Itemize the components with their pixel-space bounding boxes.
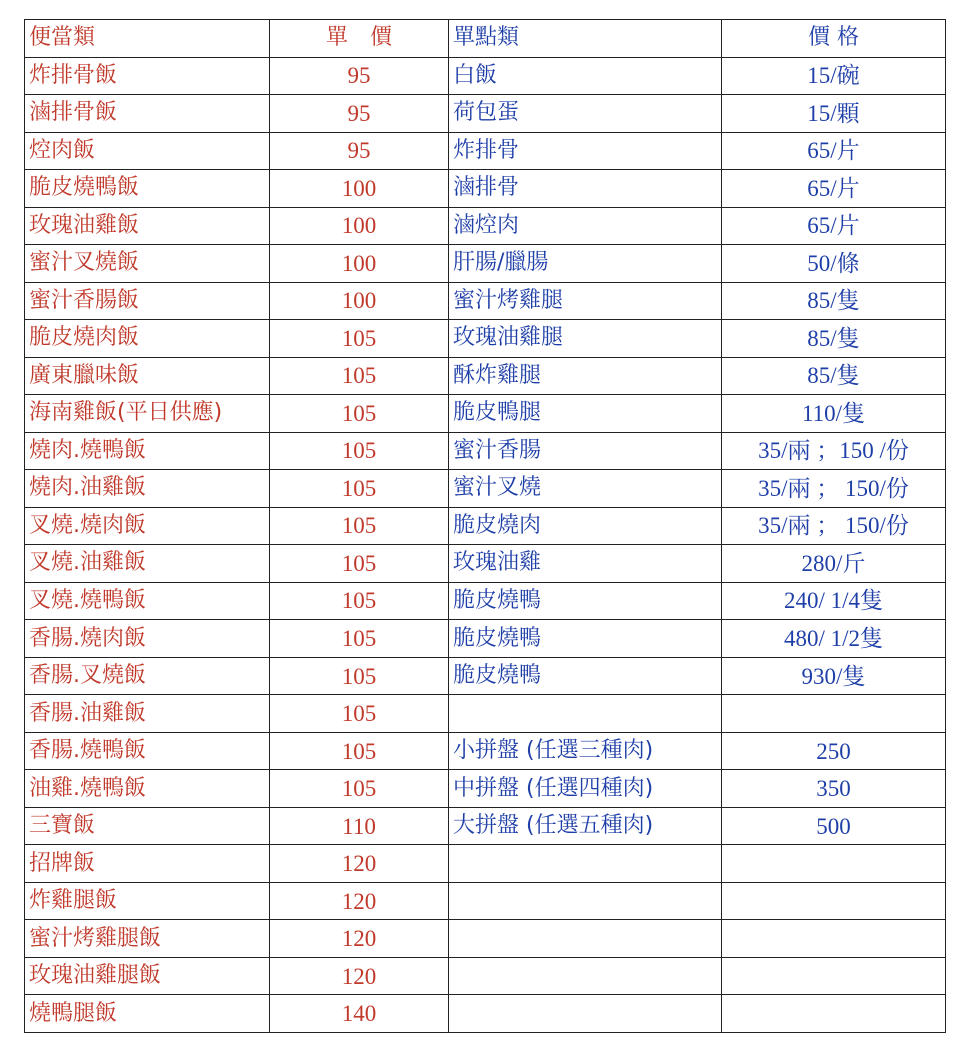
single-item-price: 15/顆	[722, 95, 946, 133]
single-category-header: 單點類	[449, 20, 722, 58]
single-item-name: 滷排骨	[449, 170, 722, 208]
bento-item-name: 炸雞腿飯	[25, 882, 270, 920]
table-row	[25, 170, 946, 208]
bento-item-name: 蜜汁叉燒飯	[25, 245, 270, 283]
bento-item-name: 海南雞飯(平日供應)	[25, 395, 270, 433]
single-item-name: 滷焢肉	[449, 207, 722, 245]
header-row	[25, 20, 946, 58]
bento-item-price: 95	[270, 57, 449, 95]
single-item-name: 蜜汁叉燒	[449, 470, 722, 508]
table-row	[25, 432, 946, 470]
single-item-price: 35/兩 ； 150/份	[722, 507, 946, 545]
bento-item-name: 招牌飯	[25, 845, 270, 883]
single-item-price	[722, 882, 946, 920]
bento-item-name: 香腸.燒鴨飯	[25, 732, 270, 770]
table-row	[25, 132, 946, 170]
bento-category-header: 便當類	[25, 20, 270, 58]
single-item-name: 肝腸/臘腸	[449, 245, 722, 283]
table-row	[25, 282, 946, 320]
bento-item-price: 120	[270, 957, 449, 995]
table-row	[25, 995, 946, 1033]
single-item-name: 小拼盤 (任選三種肉)	[449, 732, 722, 770]
table-row	[25, 320, 946, 358]
menu-price-table	[24, 19, 946, 1033]
single-item-name: 蜜汁烤雞腿	[449, 282, 722, 320]
single-item-price: 65/片	[722, 170, 946, 208]
bento-item-price: 105	[270, 695, 449, 733]
bento-item-name: 玫瑰油雞腿飯	[25, 957, 270, 995]
bento-item-price: 120	[270, 882, 449, 920]
single-item-name: 中拼盤 (任選四種肉)	[449, 770, 722, 808]
table-row	[25, 657, 946, 695]
single-item-price: 50/條	[722, 245, 946, 283]
bento-item-price: 140	[270, 995, 449, 1033]
table-row	[25, 582, 946, 620]
single-item-price: 65/片	[722, 132, 946, 170]
table-row	[25, 395, 946, 433]
single-item-name: 荷包蛋	[449, 95, 722, 133]
table-row	[25, 470, 946, 508]
bento-item-name: 炸排骨飯	[25, 57, 270, 95]
single-item-price: 350	[722, 770, 946, 808]
bento-item-name: 脆皮燒肉飯	[25, 320, 270, 358]
bento-item-name: 焢肉飯	[25, 132, 270, 170]
table-row	[25, 620, 946, 658]
table-row	[25, 545, 946, 583]
single-item-price	[722, 845, 946, 883]
bento-item-name: 三寶飯	[25, 807, 270, 845]
table-row	[25, 732, 946, 770]
single-item-price: 280/斤	[722, 545, 946, 583]
table-row	[25, 95, 946, 133]
bento-item-price: 105	[270, 395, 449, 433]
bento-item-name: 油雞.燒鴨飯	[25, 770, 270, 808]
bento-item-price: 105	[270, 470, 449, 508]
bento-item-price: 100	[270, 207, 449, 245]
single-item-name: 脆皮燒鴨	[449, 657, 722, 695]
single-item-price: 15/碗	[722, 57, 946, 95]
single-item-price: 930/隻	[722, 657, 946, 695]
table-row	[25, 920, 946, 958]
bento-item-price: 105	[270, 320, 449, 358]
single-item-name: 玫瑰油雞	[449, 545, 722, 583]
bento-item-name: 叉燒.燒肉飯	[25, 507, 270, 545]
bento-item-price: 105	[270, 770, 449, 808]
single-item-name	[449, 695, 722, 733]
bento-item-name: 廣東臘味飯	[25, 357, 270, 395]
table-row	[25, 507, 946, 545]
single-item-name: 白飯	[449, 57, 722, 95]
table-row	[25, 357, 946, 395]
single-item-price: 65/片	[722, 207, 946, 245]
single-item-price	[722, 957, 946, 995]
single-item-price	[722, 920, 946, 958]
single-item-price: 500	[722, 807, 946, 845]
bento-item-name: 香腸.油雞飯	[25, 695, 270, 733]
single-item-name: 蜜汁香腸	[449, 432, 722, 470]
bento-item-price: 105	[270, 657, 449, 695]
single-item-name	[449, 920, 722, 958]
menu-table-body	[25, 20, 946, 1033]
single-item-name: 玫瑰油雞腿	[449, 320, 722, 358]
bento-item-name: 蜜汁烤雞腿飯	[25, 920, 270, 958]
bento-item-name: 燒鴨腿飯	[25, 995, 270, 1033]
single-item-price: 250	[722, 732, 946, 770]
bento-item-name: 脆皮燒鴨飯	[25, 170, 270, 208]
single-item-name: 脆皮鴨腿	[449, 395, 722, 433]
bento-item-name: 叉燒.燒鴨飯	[25, 582, 270, 620]
bento-item-name: 燒肉.油雞飯	[25, 470, 270, 508]
bento-item-price: 105	[270, 432, 449, 470]
bento-item-price: 100	[270, 245, 449, 283]
single-item-price	[722, 995, 946, 1033]
bento-item-price: 105	[270, 357, 449, 395]
single-item-name	[449, 995, 722, 1033]
single-item-name: 酥炸雞腿	[449, 357, 722, 395]
single-item-price: 35/兩 ； 150/份	[722, 470, 946, 508]
single-item-name: 大拼盤 (任選五種肉)	[449, 807, 722, 845]
single-item-price: 240/ 1/4隻	[722, 582, 946, 620]
single-item-name: 炸排骨	[449, 132, 722, 170]
single-item-price: 480/ 1/2隻	[722, 620, 946, 658]
bento-item-price: 105	[270, 507, 449, 545]
single-item-price: 35/兩 ；150 /份	[722, 432, 946, 470]
bento-item-price: 95	[270, 95, 449, 133]
single-item-name: 脆皮燒鴨	[449, 620, 722, 658]
bento-price-header: 單 價	[270, 20, 449, 58]
bento-item-price: 100	[270, 170, 449, 208]
bento-item-price: 110	[270, 807, 449, 845]
bento-item-price: 100	[270, 282, 449, 320]
single-price-header: 價 格	[722, 20, 946, 58]
table-row	[25, 807, 946, 845]
bento-item-name: 燒肉.燒鴨飯	[25, 432, 270, 470]
single-item-name	[449, 845, 722, 883]
table-row	[25, 57, 946, 95]
single-item-price: 85/隻	[722, 320, 946, 358]
bento-item-name: 香腸.燒肉飯	[25, 620, 270, 658]
table-row	[25, 245, 946, 283]
table-row	[25, 882, 946, 920]
bento-item-price: 105	[270, 545, 449, 583]
bento-item-price: 105	[270, 582, 449, 620]
single-item-name	[449, 957, 722, 995]
single-item-price	[722, 695, 946, 733]
bento-item-price: 105	[270, 620, 449, 658]
bento-item-price: 95	[270, 132, 449, 170]
bento-item-price: 120	[270, 920, 449, 958]
bento-item-name: 滷排骨飯	[25, 95, 270, 133]
table-row	[25, 695, 946, 733]
bento-item-price: 105	[270, 732, 449, 770]
bento-item-name: 玫瑰油雞飯	[25, 207, 270, 245]
single-item-price: 85/隻	[722, 357, 946, 395]
bento-item-price: 120	[270, 845, 449, 883]
bento-item-name: 蜜汁香腸飯	[25, 282, 270, 320]
bento-item-name: 香腸.叉燒飯	[25, 657, 270, 695]
single-item-name: 脆皮燒鴨	[449, 582, 722, 620]
table-row	[25, 957, 946, 995]
single-item-price: 85/隻	[722, 282, 946, 320]
single-item-name: 脆皮燒肉	[449, 507, 722, 545]
table-row	[25, 770, 946, 808]
bento-item-name: 叉燒.油雞飯	[25, 545, 270, 583]
table-row	[25, 207, 946, 245]
single-item-name	[449, 882, 722, 920]
table-row	[25, 845, 946, 883]
single-item-price: 110/隻	[722, 395, 946, 433]
